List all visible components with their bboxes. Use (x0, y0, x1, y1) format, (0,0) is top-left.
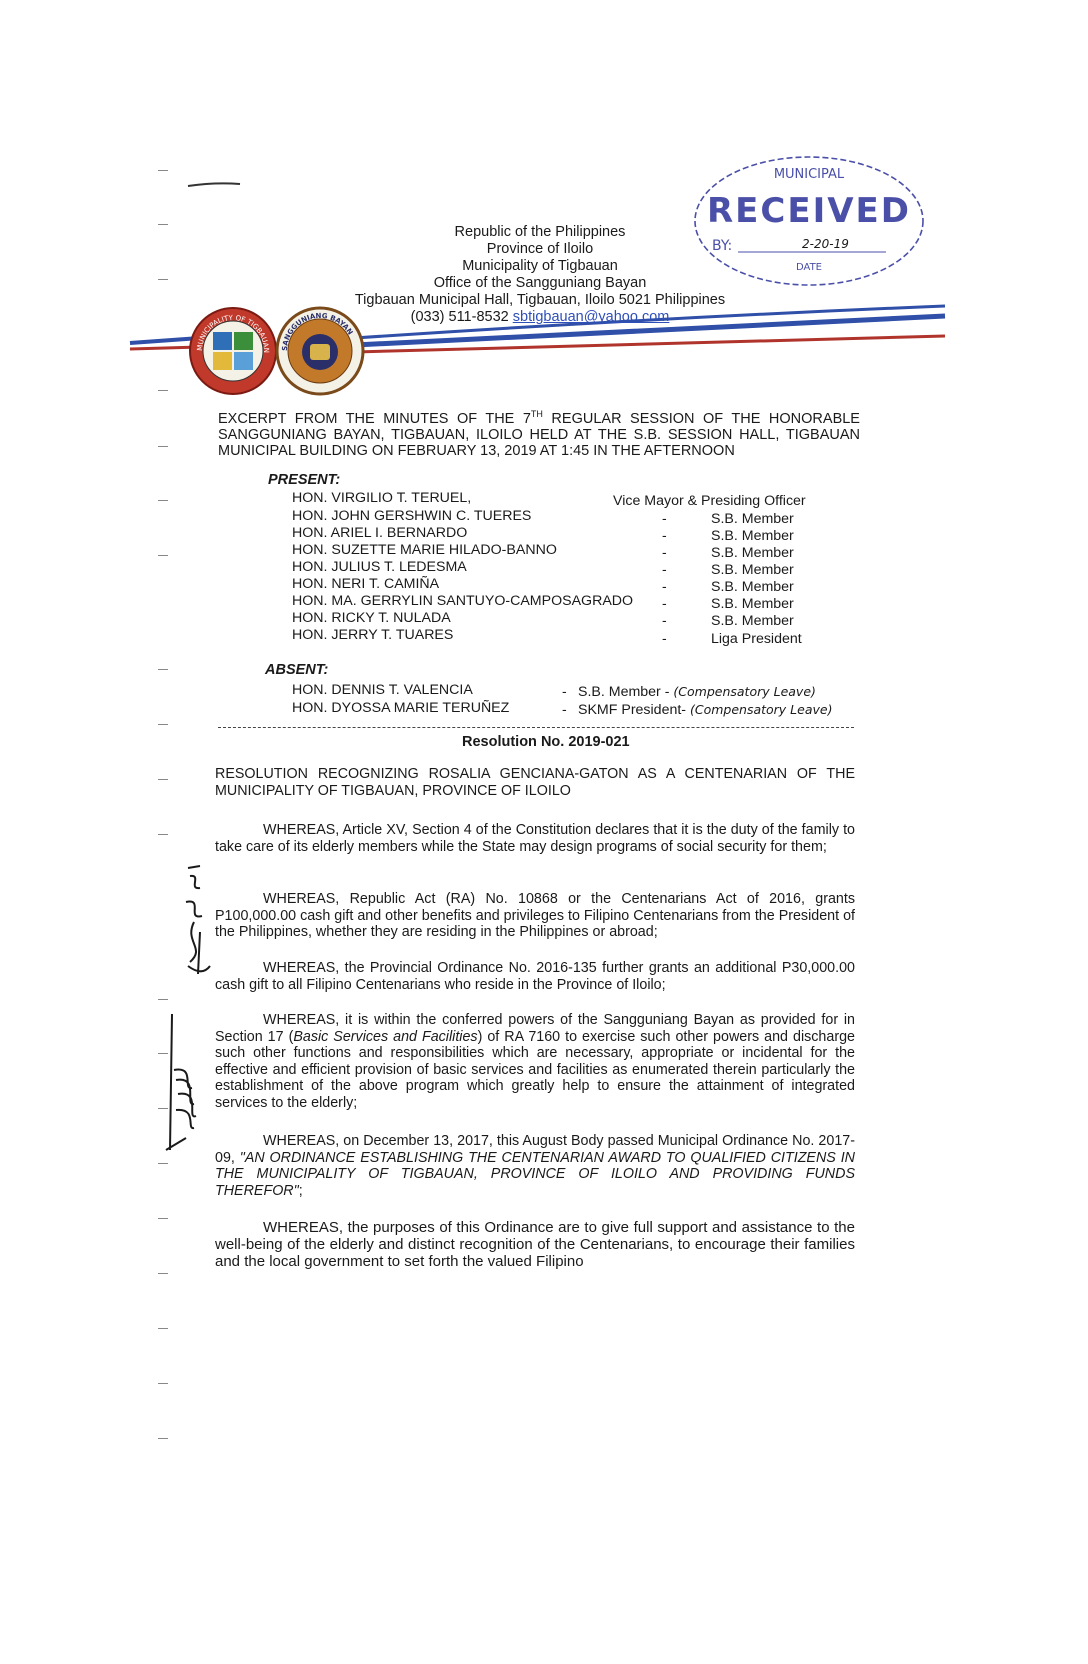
member-role: S.B. Member (711, 596, 794, 612)
letterhead-line2: Province of Iloilo (486, 241, 594, 257)
member-dash: - (662, 527, 667, 543)
absent-name: HON. DYOSSA MARIE TERUÑEZ (292, 700, 510, 716)
member-role: S.B. Member (711, 613, 794, 629)
stamp-title: RECEIVED (707, 191, 911, 231)
whereas-paragraph-5 (215, 1133, 855, 1199)
letterhead-contact (330, 309, 750, 326)
member-name: HON. VIRGILIO T. TERUEL, (292, 490, 472, 506)
member-role: S.B. Member (711, 579, 794, 595)
whereas-4-italic: Basic Services and Facilities (293, 1028, 478, 1045)
whereas-paragraph-6 (215, 1219, 855, 1270)
member-role: Liga President (711, 631, 802, 647)
whereas-6-text: WHEREAS, the purposes of this Ordinance are to give full support and assistance to the well-being of the elderly and distinct recognition of the Centenarians, to encourage their families and the local government to set forth the valued Filipino (215, 1219, 855, 1270)
municipality-seal-icon (188, 306, 278, 396)
margin-signature-2-icon (156, 1010, 206, 1160)
whereas-2-text: WHEREAS, Republic Act (RA) No. 10868 or the Centenarians Act of 2016, grants P100,000.00 cash gift and other benefits and privileges to Filipino Centenarians from the President of the Philippines, whether they are residing in the Philippines or abroad; (215, 891, 855, 940)
member-dash: - (662, 630, 667, 646)
whereas-paragraph-1 (215, 822, 855, 855)
member-name: HON. JULIUS T. LEDESMA (292, 559, 467, 575)
member-role: Vice Mayor & Presiding Officer (613, 493, 806, 509)
letterhead (330, 224, 750, 326)
member-dash: - (662, 595, 667, 611)
absent-role-text: S.B. Member - (578, 684, 674, 700)
member-dash: - (662, 561, 667, 577)
absent-role-text: SKMF President- (578, 702, 690, 718)
seal-left-text: MUNICIPALITY OF TIGBAUAN (195, 313, 271, 354)
letterhead-line5: Tigbauan Municipal Hall, Tigbauan, Iloilo 5021 Philippines (354, 292, 726, 308)
absent-role (578, 684, 816, 700)
absent-label: ABSENT: (265, 662, 329, 678)
member-name: HON. ARIEL I. BERNARDO (292, 525, 468, 541)
present-label: PRESENT: (268, 472, 341, 488)
letterhead-email-link[interactable]: sbtigbauan@yahoo.com (512, 309, 670, 325)
absent-dash: - (562, 683, 567, 699)
member-role: S.B. Member (711, 562, 794, 578)
member-name: HON. SUZETTE MARIE HILADO-BANNO (292, 542, 557, 558)
margin-signature-1-icon (180, 862, 214, 982)
whereas-5-text-a: WHEREAS, on December 13, 2017, this August Body passed Municipal Ordinance No. 2017-09, (215, 1133, 855, 1166)
member-role: S.B. Member (711, 545, 794, 561)
absent-note: (Compensatory Leave) (673, 684, 816, 699)
member-dash: - (662, 578, 667, 594)
excerpt-heading (218, 406, 860, 459)
seal-right-text: SANGGUNIANG BAYAN (280, 311, 355, 352)
member-role: S.B. Member (711, 511, 794, 527)
member-name: HON. RICKY T. NULADA (292, 610, 451, 626)
whereas-paragraph-3 (215, 960, 855, 993)
member-name: HON. JERRY T. TUARES (292, 627, 454, 643)
member-dash: - (662, 510, 667, 526)
member-dash: - (662, 544, 667, 560)
whereas-paragraph-2 (215, 891, 855, 941)
whereas-4-text-b: ) of RA 7160 to exercise such other powers and discharge such other functions and responsibilities which are necessary, appropriate or incidental for the effective and efficient provision of basic services and facilities as enumerated therein particularly the establishment of the above program which greatly help to ensure the attainment of integrated services to the elderly; (215, 1028, 855, 1111)
absent-role (578, 702, 832, 718)
stamp-date-label: DATE (795, 262, 823, 273)
resolution-number: Resolution No. 2019-021 (462, 734, 630, 750)
member-dash: - (662, 612, 667, 628)
whereas-4-text-a: WHEREAS, it is within the conferred powers of the Sangguniang Bayan as provided for in Section 17 ( (215, 1012, 855, 1045)
excerpt-part1: EXCERPT FROM THE MINUTES OF THE 7 (218, 410, 531, 427)
whereas-5-italic: "AN ORDINANCE ESTABLISHING THE CENTENARIAN AWARD TO QUALIFIED CITIZENS IN THE MUNICIPALITY OF TIGBAUAN, PROVINCE OF ILOILO AND PROVIDING FUNDS THEREFOR" (215, 1149, 855, 1199)
absent-name: HON. DENNIS T. VALENCIA (292, 682, 473, 698)
letterhead-line3: Municipality of Tigbauan (462, 258, 618, 274)
member-name: HON. NERI T. CAMIÑA (292, 576, 440, 592)
excerpt-sup: TH (530, 409, 543, 419)
member-name: HON. MA. GERRYLIN SANTUYO-CAMPOSAGRADO (292, 593, 634, 609)
letterhead-phone: (033) 511-8532 (410, 309, 509, 325)
whereas-1-text: WHEREAS, Article XV, Section 4 of the Constitution declares that it is the duty of the family to take care of its elderly members while the State may design programs of social security for them; (215, 822, 855, 855)
letterhead-line1: Republic of the Philippines (454, 224, 626, 240)
whereas-5-text-b: ; (298, 1182, 303, 1199)
stamp-date-value: 2-20-19 (802, 237, 849, 251)
whereas-paragraph-4 (215, 1012, 855, 1111)
stamp-by-label: BY: (712, 238, 733, 254)
member-role: S.B. Member (711, 528, 794, 544)
absent-dash: - (562, 701, 567, 717)
letterhead-line4: Office of the Sangguniang Bayan (433, 275, 647, 291)
dashed-divider (218, 727, 854, 728)
resolution-title: RESOLUTION RECOGNIZING ROSALIA GENCIANA-GATON AS A CENTENARIAN OF THE MUNICIPALITY OF TIGBAUAN, PROVINCE OF ILOILO (215, 766, 855, 799)
absent-note: (Compensatory Leave) (689, 702, 833, 717)
stamp-org: MUNICIPAL (773, 167, 845, 182)
whereas-3-text: WHEREAS, the Provincial Ordinance No. 2016-135 further grants an additional P30,000.00 cash gift to all Filipino Centenarians who reside in the Province of Iloilo; (215, 960, 855, 993)
member-name: HON. JOHN GERSHWIN C. TUERES (292, 508, 532, 524)
excerpt-part2: REGULAR SESSION OF THE HONORABLE SANGGUNIANG BAYAN, TIGBAUAN, ILOILO HELD AT THE S.B. SESSION HALL, TIGBAUAN MUNICIPAL BUILDING ON FEBRUARY 13, 2019 AT 1:45 IN THE AFTERNOON (218, 410, 860, 459)
